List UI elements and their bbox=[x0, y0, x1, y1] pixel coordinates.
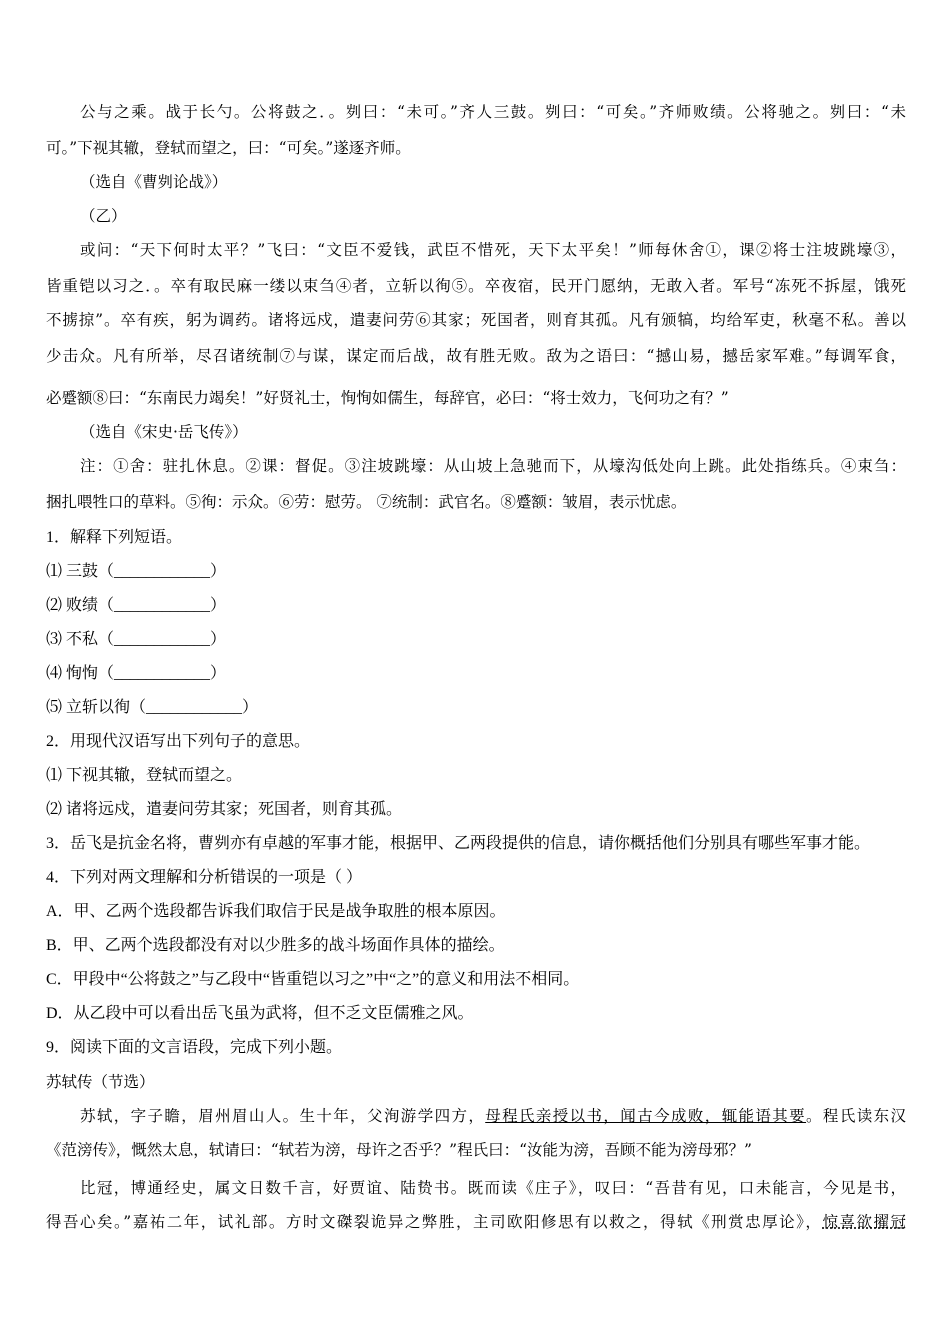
passage-c-line bbox=[80, 1106, 906, 1126]
passage-c-title: 苏轼传（节选） bbox=[46, 1073, 155, 1091]
question-2-item: ⑵ 诸将远戍，遣妻问劳其家；死国者，则育其孤。 bbox=[46, 801, 403, 818]
text: 。程氏读东汉 bbox=[806, 1107, 906, 1125]
passage-a-line: 可。”下视其辙，登轼而望之，曰：“可矣。”遂逐齐师。 bbox=[46, 139, 411, 157]
question-1-item[interactable]: ⑶ 不私（____________） bbox=[46, 631, 227, 648]
text: 得吾心矣。”嘉祐二年，试礼部。方时文磔裂诡异之弊胜，主司欧阳修思有以救之，得轼《刑赏忠厚论》， bbox=[46, 1213, 823, 1231]
dotted-underlined-text: 惊喜欲擢冠 bbox=[822, 1213, 906, 1231]
question-4: 4．下列对两文理解和分析错误的一项是（ ） bbox=[46, 869, 363, 886]
passage-b-line: 或问：“天下何时太平？”飞曰：“文臣不爱钱，武臣不惜死，天下太平矣！”师每休舍①，课②将士注坡跳壕③， bbox=[80, 241, 906, 259]
question-2: 2．用现代汉语写出下列句子的意思。 bbox=[46, 733, 311, 750]
question-9: 9．阅读下面的文言语段，完成下列小题。 bbox=[46, 1039, 343, 1056]
notes-line: 捆扎喂牲口的草料。⑤徇：示众。⑥劳：慰劳。 ⑦统制：武官名。⑧蹙额：皱眉，表示忧虑。 bbox=[46, 493, 687, 511]
passage-c-line: 《范滂传》，慨然太息，轼请曰：“轼若为滂，母许之否乎？”程氏曰：“汝能为滂，吾顾不能为滂母邪？” bbox=[46, 1141, 752, 1159]
option-b[interactable]: B．甲、乙两个选段都没有对以少胜多的战斗场面作具体的描绘。 bbox=[46, 937, 505, 954]
passage-b-label: （乙） bbox=[80, 207, 127, 225]
passage-b-line: 少击众。凡有所举，尽召诸统制⑦与谋，谋定而后战，故有胜无败。敌为之语曰：“撼山易，撼岳家军难。”每调军食， bbox=[46, 347, 906, 365]
passage-a-source: （选自《曹刿论战》） bbox=[80, 173, 228, 191]
question-3: 3．岳飞是抗金名将，曹刿亦有卓越的军事才能，根据甲、乙两段提供的信息，请你概括他们分别具有哪些军事才能。 bbox=[46, 835, 871, 852]
text: 苏轼，字子瞻，眉州眉山人。生十年，父洵游学四方， bbox=[80, 1107, 486, 1125]
option-d[interactable]: D．从乙段中可以看出岳飞虽为武将，但不乏文臣儒雅之风。 bbox=[46, 1005, 474, 1022]
question-1-item[interactable]: ⑷ 恂恂（____________） bbox=[46, 665, 227, 682]
passage-c-line: 比冠，博通经史，属文日数千言，好贾谊、陆贽书。既而读《庄子》，叹曰：“吾昔有见，口未能言，今见是书， bbox=[80, 1179, 906, 1197]
question-1-item[interactable]: ⑸ 立斩以徇（____________） bbox=[46, 699, 259, 716]
question-1-item[interactable]: ⑴ 三鼓（____________） bbox=[46, 563, 227, 580]
question-1: 1．解释下列短语。 bbox=[46, 529, 183, 546]
question-2-item: ⑴ 下视其辙，登轼而望之。 bbox=[46, 767, 243, 784]
passage-b-line: 不掳掠”。卒有疾，躬为调药。诸将远戍，遣妻问劳⑥其家；死国者，则育其孤。凡有颁犒，均给军吏，秋毫不私。善以 bbox=[46, 311, 906, 329]
passage-c-line bbox=[46, 1212, 906, 1232]
option-a[interactable]: A．甲、乙两个选段都告诉我们取信于民是战争取胜的根本原因。 bbox=[46, 903, 506, 920]
underlined-sentence: 母程氏亲授以书，闻古今成败，辄能语其要 bbox=[485, 1107, 807, 1125]
question-1-item[interactable]: ⑵ 败绩（____________） bbox=[46, 597, 227, 614]
passage-b-line: 皆重铠以习之．。卒有取民麻一缕以束刍④者，立斩以徇⑤。卒夜宿，民开门愿纳，无敢入者。军号“冻死不拆屋，饿死 bbox=[46, 277, 906, 295]
passage-b-source: （选自《宋史·岳飞传》） bbox=[80, 423, 248, 441]
option-c[interactable]: C．甲段中“公将鼓之”与乙段中“皆重铠以习之”中“之”的意义和用法不相同。 bbox=[46, 971, 580, 988]
notes-line: 注：①舍：驻扎休息。②课：督促。③注坡跳壕：从山坡上急驰而下，从壕沟低处向上跳。此处指练兵。④束刍： bbox=[80, 457, 906, 475]
passage-b-line: 必蹙额⑧曰：“东南民力竭矣！”好贤礼士，恂恂如儒生，每辞官，必曰：“将士效力，飞何功之有？” bbox=[46, 389, 729, 407]
passage-a-line: 公与之乘。战于长勺。公将鼓之．。刿曰：“未可。”齐人三鼓。刿曰：“可矣。”齐师败绩。公将驰之。刿曰：“未 bbox=[80, 103, 906, 121]
